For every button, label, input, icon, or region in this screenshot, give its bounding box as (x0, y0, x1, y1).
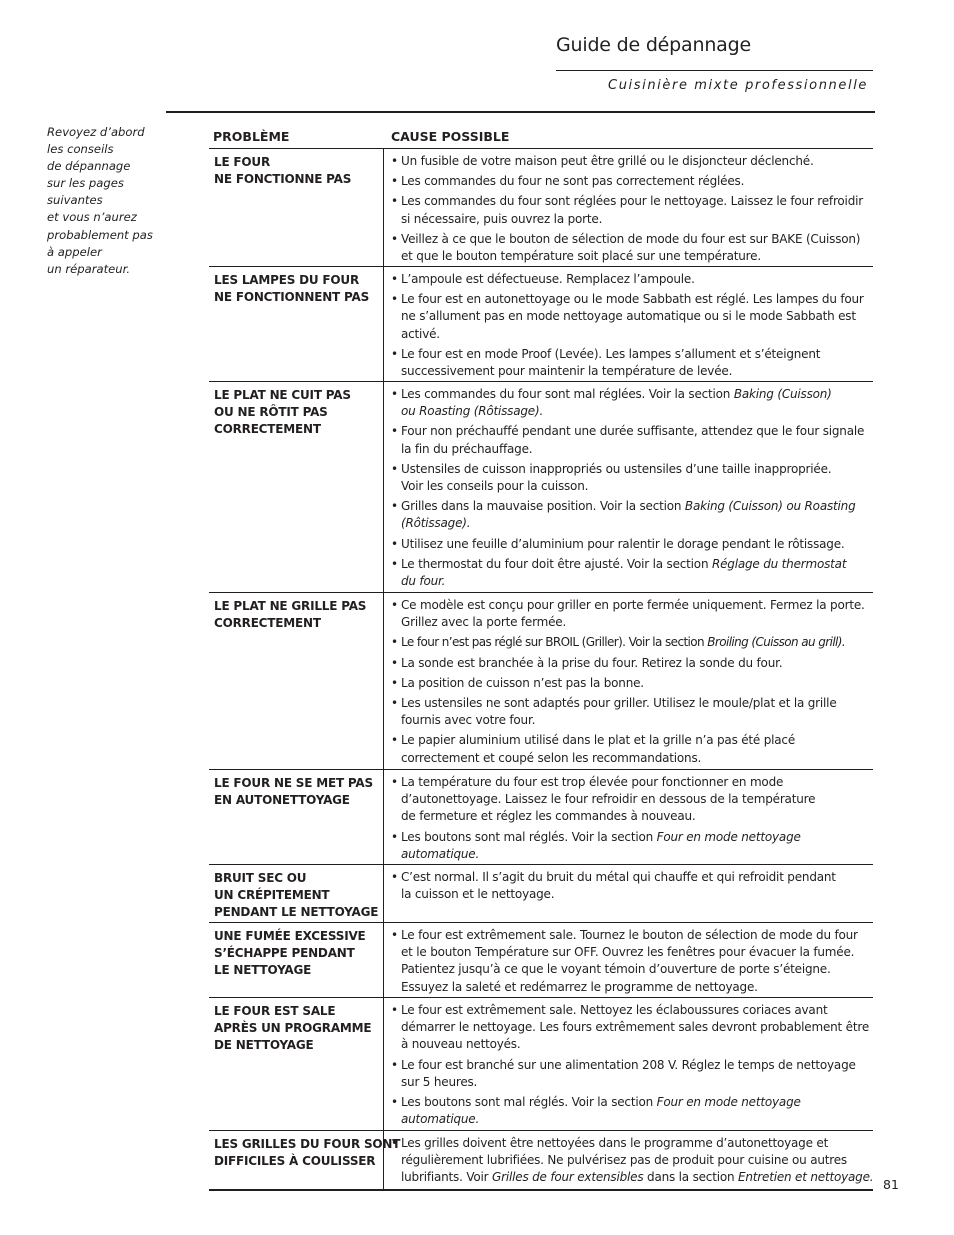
problem-cell (209, 923, 384, 997)
side-note-line: Revoyez d’abord (47, 125, 145, 139)
cause-text-line: • Ce modèle est conçu pour griller en porte fermée uniquement. Fermez la porte. (401, 598, 865, 612)
cause-text-line: sur 5 heures. (401, 1074, 478, 1089)
problem-cell (209, 267, 384, 381)
side-note-line: de dépannage (47, 159, 131, 174)
problem-label-line: NE FONCTIONNE PAS (214, 172, 352, 187)
cause-item (391, 655, 873, 672)
cause-item (391, 1135, 873, 1187)
cause-text-line: Patientez jusqu’à ce que le voyant témoin d’ouverture de porte s’éteigne. (401, 962, 831, 977)
problem-label-line: EN AUTONETTOYAGE (214, 793, 350, 808)
problem-label-line: APRÈS UN PROGRAMME (214, 1021, 372, 1036)
cause-text-line: • Utilisez une feuille d’aluminium pour ralentir le dorage pendant le rôtissage. (401, 536, 845, 551)
cause-cell (384, 267, 873, 381)
cause-text-line: démarrer le nettoyage. Les fours extrêmement sales devront probablement être (401, 1020, 870, 1035)
side-note (47, 124, 167, 278)
cause-cell (384, 149, 873, 266)
italic-reference: Baking (Cuisson) (733, 387, 832, 401)
cause-item (391, 675, 873, 692)
cause-text-line (401, 573, 873, 590)
cause-text-line (401, 515, 873, 532)
problem-label-line: DIFFICILES À COULISSER (214, 1154, 376, 1169)
cause-text-line: Voir les conseils pour la cuisson. (401, 479, 589, 494)
cause-text-line: activé. (401, 326, 440, 341)
cause-item (391, 1094, 873, 1128)
cause-item (391, 291, 873, 343)
table-row (209, 923, 873, 998)
cause-text-line: • Le papier aluminium utilisé dans le plat et la grille n’a pas été placé (401, 733, 795, 748)
problem-cell (209, 149, 384, 266)
title-rule (556, 70, 873, 71)
problem-cell (209, 865, 384, 922)
table-row (209, 865, 873, 923)
problem-label-line: LES LAMPES DU FOUR (214, 273, 360, 287)
cause-item (391, 634, 873, 651)
italic-reference: Four en mode nettoyage (656, 829, 801, 844)
table-header (209, 125, 873, 149)
side-note-line: probablement pas (47, 227, 153, 242)
cause-text-line: de fermeture et réglez les commandes à nouveau. (401, 809, 696, 824)
cause-text-line: lubrifiants. Voir Grilles de four extensibles dans la section Entretien et nettoyage. (401, 1170, 874, 1185)
cause-cell (384, 1131, 873, 1189)
italic-reference: Entretien et nettoyage. (738, 1170, 874, 1185)
cause-item (391, 556, 873, 590)
cause-item (391, 193, 873, 227)
table-row (209, 770, 873, 865)
cause-text-line: • C’est normal. Il s’agit du bruit du métal qui chauffe et qui refroidit pendant (401, 870, 836, 884)
table-row (209, 998, 873, 1131)
cause-text-line: à nouveau nettoyés. (401, 1037, 521, 1052)
cause-text-line: d’autonettoyage. Laissez le four refroidir en dessous de la température (401, 792, 816, 807)
cause-text-line: • La position de cuisson n’est pas la bonne. (401, 675, 644, 690)
side-note-line: sur les pages (47, 176, 124, 191)
cause-cell (384, 770, 873, 864)
cause-item (391, 1002, 873, 1054)
italic-reference: Broiling (Cuisson au grill). (707, 635, 846, 650)
cause-text-line: • Le thermostat du four doit être ajusté. Voir la section Réglage du thermostat (401, 556, 847, 571)
cause-item (391, 461, 873, 495)
italic-reference: Four en mode nettoyage (656, 1095, 801, 1110)
cause-text-line: • Le four n’est pas réglé sur BROIL (Griller). Voir la section Broiling (Cuisson au grill). (401, 635, 846, 650)
cause-item (391, 1057, 873, 1091)
problem-label-line: UNE FUMÉE EXCESSIVE (214, 929, 366, 943)
side-note-line: suivantes (47, 193, 103, 208)
problem-label-line: LE PLAT NE CUIT PAS (214, 388, 351, 402)
cause-item (391, 829, 873, 863)
table-row (209, 267, 873, 382)
cause-text-line: fournis avec votre four. (401, 713, 536, 728)
italic-reference: Réglage du thermostat (711, 556, 847, 571)
cause-text-line: • Four non préchauffé pendant une durée suffisante, attendez que le four signale (401, 424, 865, 439)
problem-cell (209, 593, 384, 769)
cause-text-line: Essuyez la saleté et redémarrez le programme de nettoyage. (401, 979, 758, 994)
side-note-line: les conseils (47, 142, 114, 157)
cause-item (391, 231, 873, 265)
cause-text-line: • La sonde est branchée à la prise du four. Retirez la sonde du four. (401, 655, 783, 670)
cause-text-line: • Grilles dans la mauvaise position. Voir la section Baking (Cuisson) ou Roasting (401, 499, 856, 514)
cause-text-line (401, 1111, 873, 1128)
cause-item (391, 597, 873, 631)
cause-text-line: • Le four est extrêmement sale. Nettoyez les éclaboussures coriaces avant (401, 1003, 828, 1017)
cause-item (391, 173, 873, 190)
cause-text-line: • Le four est en mode Proof (Levée). Les lampes s’allument et s’éteignent (401, 346, 821, 361)
italic-reference: (Rôtissage). (401, 516, 471, 531)
column-header-problem: PROBLÈME (213, 129, 290, 144)
table-body (209, 149, 873, 1191)
cause-text-line: • Un fusible de votre maison peut être grillé ou le disjoncteur déclenché. (401, 154, 814, 168)
cause-item (391, 346, 873, 380)
italic-reference: Baking (Cuisson) ou Roasting (684, 499, 856, 514)
problem-label-line: NE FONCTIONNENT PAS (214, 290, 370, 305)
cause-text-line (401, 403, 873, 420)
problem-label-line: LES GRILLES DU FOUR SONT (214, 1137, 401, 1151)
cause-text-line: la cuisson et le nettoyage. (401, 887, 555, 902)
problem-cell (209, 382, 384, 592)
italic-reference: Grilles de four extensibles (492, 1170, 644, 1185)
table-row (209, 382, 873, 593)
column-header-cause: CAUSE POSSIBLE (391, 129, 510, 144)
page-title: Guide de dépannage (556, 34, 751, 56)
problem-label-line: CORRECTEMENT (214, 616, 321, 631)
problem-label-line: S’ÉCHAPPE PENDANT (214, 946, 355, 961)
cause-text-line: et que le bouton température soit placé sur une température. (401, 249, 761, 264)
section-rule (166, 111, 875, 113)
problem-label-line: LE FOUR (214, 155, 271, 169)
cause-text-line: • Les ustensiles ne sont adaptés pour griller. Utilisez le moule/plat et la grille (401, 696, 837, 711)
cause-text-line: • Les commandes du four ne sont pas correctement réglées. (401, 174, 745, 189)
side-note-line: et vous n’aurez (47, 210, 137, 225)
cause-text-line: • Le four est extrêmement sale. Tournez le bouton de sélection de mode du four (401, 928, 858, 942)
cause-text-line: successivement pour maintenir la température de levée. (401, 364, 733, 379)
cause-text-line: • L’ampoule est défectueuse. Remplacez l’ampoule. (401, 272, 695, 286)
cause-item (391, 869, 873, 903)
cause-text-line: • Les boutons sont mal réglés. Voir la section Four en mode nettoyage (401, 829, 801, 844)
cause-item (391, 498, 873, 532)
cause-cell (384, 923, 873, 997)
problem-label-line: DE NETTOYAGE (214, 1038, 314, 1053)
problem-cell (209, 770, 384, 864)
italic-reference: ou Roasting (Rôtissage). (401, 404, 544, 419)
cause-text-line: • Les commandes du four sont mal réglées. Voir la section Baking (Cuisson) (401, 387, 832, 401)
problem-label-line: UN CRÉPITEMENT (214, 888, 330, 903)
cause-text-line: • La température du four est trop élevée pour fonctionner en mode (401, 775, 784, 789)
cause-cell (384, 865, 873, 922)
italic-reference: automatique. (401, 846, 480, 861)
problem-label-line: LE FOUR EST SALE (214, 1004, 336, 1018)
page-number: 81 (883, 1177, 899, 1192)
problem-label-line: LE NETTOYAGE (214, 963, 312, 978)
cause-text-line: • Ustensiles de cuisson inappropriés ou ustensiles d’une taille inappropriée. (401, 461, 832, 476)
table-row (209, 593, 873, 770)
cause-item (391, 732, 873, 766)
cause-text-line: correctement et coupé selon les recommandations. (401, 750, 702, 765)
problem-label-line: BRUIT SEC OU (214, 871, 307, 885)
problem-label-line: LE PLAT NE GRILLE PAS (214, 599, 367, 613)
side-note-line: un réparateur. (47, 261, 131, 276)
problem-cell (209, 1131, 401, 1189)
cause-text-line: si nécessaire, puis ouvrez la porte. (401, 211, 603, 226)
cause-text-line: ne s’allument pas en mode nettoyage automatique ou si le mode Sabbath est (401, 309, 856, 324)
italic-reference: du four. (401, 574, 446, 589)
cause-text-line: • Les commandes du four sont réglées pour le nettoyage. Laissez le four refroidir (401, 194, 863, 209)
problem-label-line: LE FOUR NE SE MET PAS (214, 776, 373, 790)
cause-item (391, 927, 873, 996)
cause-text-line: régulièrement lubrifiées. Ne pulvérisez pas de produit pour cuisine ou autres (401, 1153, 847, 1168)
cause-text-line: • Les grilles doivent être nettoyées dans le programme d’autonettoyage et (401, 1136, 829, 1150)
problem-label-line: OU NE RÔTIT PAS (214, 405, 328, 420)
cause-cell (384, 382, 873, 592)
cause-item (391, 536, 873, 553)
page-subtitle: Cuisinière mixte professionnelle (608, 78, 868, 93)
cause-text-line: • Le four est branché sur une alimentation 208 V. Réglez le temps de nettoyage (401, 1057, 856, 1072)
troubleshooting-table (209, 125, 873, 1191)
cause-text-line (401, 846, 873, 863)
cause-text-line: et le bouton Température sur OFF. Ouvrez les fenêtres pour évacuer la fumée. (401, 945, 855, 960)
table-row (209, 149, 873, 267)
italic-reference: automatique. (401, 1112, 480, 1127)
cause-text-line: • Les boutons sont mal réglés. Voir la section Four en mode nettoyage (401, 1095, 801, 1110)
cause-text-line: Grillez avec la porte fermée. (401, 615, 567, 630)
cause-text-line: la fin du préchauffage. (401, 441, 533, 456)
table-row (209, 1131, 873, 1191)
problem-label-line: CORRECTEMENT (214, 422, 321, 437)
cause-item (391, 774, 873, 826)
cause-cell (384, 593, 873, 769)
cause-text-line: • Le four est en autonettoyage ou le mode Sabbath est réglé. Les lampes du four (401, 292, 864, 307)
problem-cell (209, 998, 384, 1130)
cause-cell (384, 998, 873, 1130)
cause-item (391, 695, 873, 729)
cause-item (391, 153, 873, 170)
problem-label-line: PENDANT LE NETTOYAGE (214, 905, 379, 920)
side-note-line: à appeler (47, 244, 102, 259)
cause-item (391, 386, 873, 420)
cause-item (391, 271, 873, 288)
cause-item (391, 423, 873, 457)
cause-text-line: • Veillez à ce que le bouton de sélection de mode du four est sur BAKE (Cuisson) (401, 231, 861, 246)
